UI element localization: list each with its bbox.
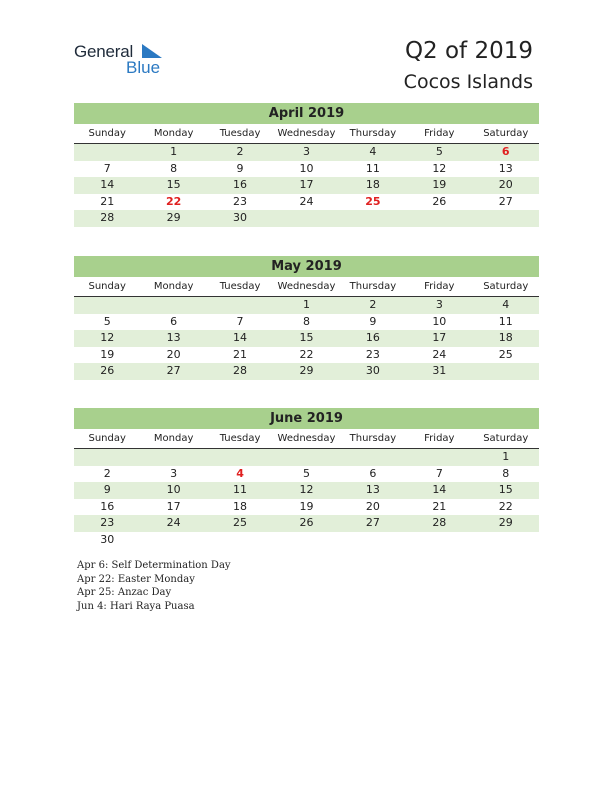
month-calendar-april (74, 103, 539, 227)
week-row (74, 466, 539, 483)
week-row (74, 314, 539, 331)
day-cell (406, 210, 472, 227)
holiday-note: Apr 25: Anzac Day (77, 587, 172, 598)
day-cell: 25 (233, 516, 248, 530)
weekday-label: Saturday (483, 281, 529, 292)
day-cell: 17 (166, 499, 181, 513)
day-cell (406, 532, 472, 549)
weekday-label: Tuesday (219, 128, 261, 139)
logo-flag-icon (142, 44, 162, 58)
day-cell: 13 (166, 331, 181, 345)
logo-text-general: General (74, 42, 134, 61)
week-row (74, 297, 539, 314)
day-cell: 11 (233, 483, 248, 497)
day-cell: 25 (365, 194, 381, 208)
week-row (74, 347, 539, 364)
day-cell (74, 297, 140, 314)
day-cell (340, 449, 406, 466)
day-cell: 24 (299, 194, 314, 208)
day-cell: 10 (432, 314, 447, 328)
weeks-container (74, 144, 539, 227)
day-cell (207, 297, 273, 314)
day-cell: 31 (432, 364, 447, 378)
day-cell: 2 (369, 298, 377, 311)
weekday-label: Sunday (88, 281, 126, 292)
day-cell: 1 (502, 450, 510, 463)
weekday-label: Wednesday (277, 281, 336, 292)
weekday-label: Tuesday (219, 281, 261, 292)
day-cell: 20 (166, 347, 181, 361)
day-cell (340, 532, 406, 549)
day-cell: 29 (299, 364, 314, 378)
holiday-notes (77, 559, 231, 613)
day-cell: 16 (100, 499, 115, 513)
day-cell: 18 (365, 178, 380, 192)
weekday-label: Thursday (349, 281, 397, 292)
weeks-container (74, 449, 539, 549)
day-cell: 18 (233, 499, 248, 513)
day-cell: 20 (365, 499, 380, 513)
day-cell (140, 449, 206, 466)
day-cell: 28 (432, 516, 447, 530)
day-cell: 1 (302, 298, 310, 311)
day-cell: 8 (502, 466, 510, 480)
day-cell (207, 449, 273, 466)
brand-logo (74, 42, 184, 78)
day-cell: 7 (103, 161, 111, 175)
weekday-label: Friday (424, 128, 455, 139)
day-cell: 14 (432, 483, 447, 497)
day-cell: 17 (299, 178, 314, 192)
week-row (74, 363, 539, 380)
day-cell: 21 (233, 347, 248, 361)
logo-text-blue: Blue (126, 58, 161, 77)
page-title: Q2 of 2019 (404, 38, 533, 64)
day-cell (473, 532, 539, 549)
day-cell (273, 449, 339, 466)
day-cell: 25 (498, 347, 513, 361)
day-cell: 27 (166, 364, 181, 378)
day-cell: 15 (498, 483, 513, 497)
weekday-label: Monday (153, 433, 194, 444)
day-cell (140, 532, 206, 549)
weekday-header-row (74, 126, 539, 144)
day-cell: 16 (233, 178, 248, 192)
day-cell: 12 (100, 331, 115, 345)
week-row (74, 144, 539, 161)
day-cell: 27 (365, 516, 380, 530)
week-row (74, 330, 539, 347)
day-cell: 24 (432, 347, 447, 361)
day-cell: 29 (166, 211, 181, 225)
day-cell (340, 210, 406, 227)
day-cell: 9 (103, 483, 111, 497)
day-cell: 30 (365, 364, 380, 378)
day-cell: 8 (302, 314, 310, 328)
day-cell: 15 (166, 178, 181, 192)
day-cell: 4 (502, 298, 510, 311)
day-cell: 8 (170, 161, 178, 175)
day-cell: 4 (369, 145, 377, 158)
day-cell: 24 (166, 516, 181, 530)
week-row (74, 161, 539, 178)
day-cell: 9 (369, 314, 377, 328)
weekday-label: Friday (424, 433, 455, 444)
day-cell: 30 (233, 211, 248, 225)
month-title: May 2019 (74, 256, 539, 277)
day-cell: 3 (435, 298, 443, 311)
day-cell (140, 297, 206, 314)
day-cell: 7 (236, 314, 244, 328)
day-cell: 2 (236, 145, 244, 158)
day-cell: 13 (498, 161, 513, 175)
day-cell: 12 (299, 483, 314, 497)
day-cell: 5 (302, 466, 310, 480)
holiday-note: Apr 22: Easter Monday (77, 573, 195, 585)
day-cell (207, 532, 273, 549)
weekday-label: Thursday (349, 433, 397, 444)
day-cell: 11 (365, 161, 380, 175)
day-cell: 26 (100, 364, 115, 378)
month-calendar-may (74, 256, 539, 380)
day-cell: 5 (103, 314, 111, 328)
day-cell (406, 449, 472, 466)
weekday-label: Thursday (349, 128, 397, 139)
day-cell: 19 (299, 499, 314, 513)
day-cell: 22 (299, 347, 314, 361)
day-cell: 9 (236, 161, 244, 175)
weekday-label: Sunday (88, 433, 126, 444)
day-cell: 12 (432, 161, 447, 175)
day-cell: 11 (498, 314, 513, 328)
day-cell: 26 (432, 194, 447, 208)
weekday-label: Tuesday (219, 433, 261, 444)
day-cell: 19 (432, 178, 447, 192)
week-row (74, 499, 539, 516)
week-row (74, 210, 539, 227)
day-cell: 18 (498, 331, 513, 345)
weekday-label: Saturday (483, 128, 529, 139)
month-title: April 2019 (74, 103, 539, 124)
day-cell: 21 (100, 194, 115, 208)
day-cell (74, 144, 140, 161)
week-row (74, 532, 539, 549)
day-cell: 3 (302, 145, 310, 158)
day-cell: 1 (170, 145, 178, 158)
holiday-note: Jun 4: Hari Raya Puasa (77, 600, 195, 612)
week-row (74, 482, 539, 499)
day-cell (273, 210, 339, 227)
day-cell: 6 (170, 314, 178, 328)
day-cell: 14 (100, 178, 115, 192)
weekday-label: Wednesday (277, 433, 336, 444)
day-cell: 20 (498, 178, 513, 192)
weeks-container (74, 297, 539, 380)
day-cell: 19 (100, 347, 115, 361)
day-cell: 10 (166, 483, 181, 497)
weekday-header-row (74, 279, 539, 297)
weekday-label: Sunday (88, 128, 126, 139)
weekday-label: Monday (153, 281, 194, 292)
weekday-label: Friday (424, 281, 455, 292)
day-cell: 10 (299, 161, 314, 175)
day-cell: 2 (103, 466, 111, 480)
day-cell (473, 210, 539, 227)
day-cell: 23 (365, 347, 380, 361)
day-cell: 3 (170, 466, 178, 480)
day-cell: 6 (501, 145, 510, 158)
month-calendar-june (74, 408, 539, 549)
day-cell: 6 (369, 466, 377, 480)
day-cell: 4 (236, 466, 244, 480)
day-cell (74, 449, 140, 466)
weekday-label: Saturday (483, 433, 529, 444)
day-cell: 17 (432, 331, 447, 345)
weekday-label: Monday (153, 128, 194, 139)
day-cell: 22 (165, 194, 182, 208)
day-cell (273, 532, 339, 549)
day-cell: 7 (435, 466, 443, 480)
week-row (74, 177, 539, 194)
day-cell: 27 (498, 194, 513, 208)
day-cell: 14 (233, 331, 248, 345)
day-cell: 26 (299, 516, 314, 530)
day-cell: 23 (233, 194, 248, 208)
day-cell: 29 (498, 516, 513, 530)
holiday-note: Apr 6: Self Determination Day (77, 560, 231, 571)
week-row (74, 515, 539, 532)
day-cell: 16 (365, 331, 380, 345)
week-row (74, 449, 539, 466)
day-cell (473, 363, 539, 380)
weekday-label: Wednesday (277, 128, 336, 139)
day-cell: 28 (100, 211, 115, 225)
page-subtitle: Cocos Islands (403, 71, 533, 93)
weekday-header-row (74, 431, 539, 449)
day-cell: 15 (299, 331, 314, 345)
day-cell: 28 (233, 364, 248, 378)
month-title: June 2019 (74, 408, 539, 429)
day-cell: 22 (498, 499, 513, 513)
week-row (74, 194, 539, 211)
day-cell: 23 (100, 516, 115, 530)
day-cell: 30 (100, 532, 115, 546)
day-cell: 21 (432, 499, 447, 513)
day-cell: 13 (365, 483, 380, 497)
day-cell: 5 (435, 145, 443, 158)
